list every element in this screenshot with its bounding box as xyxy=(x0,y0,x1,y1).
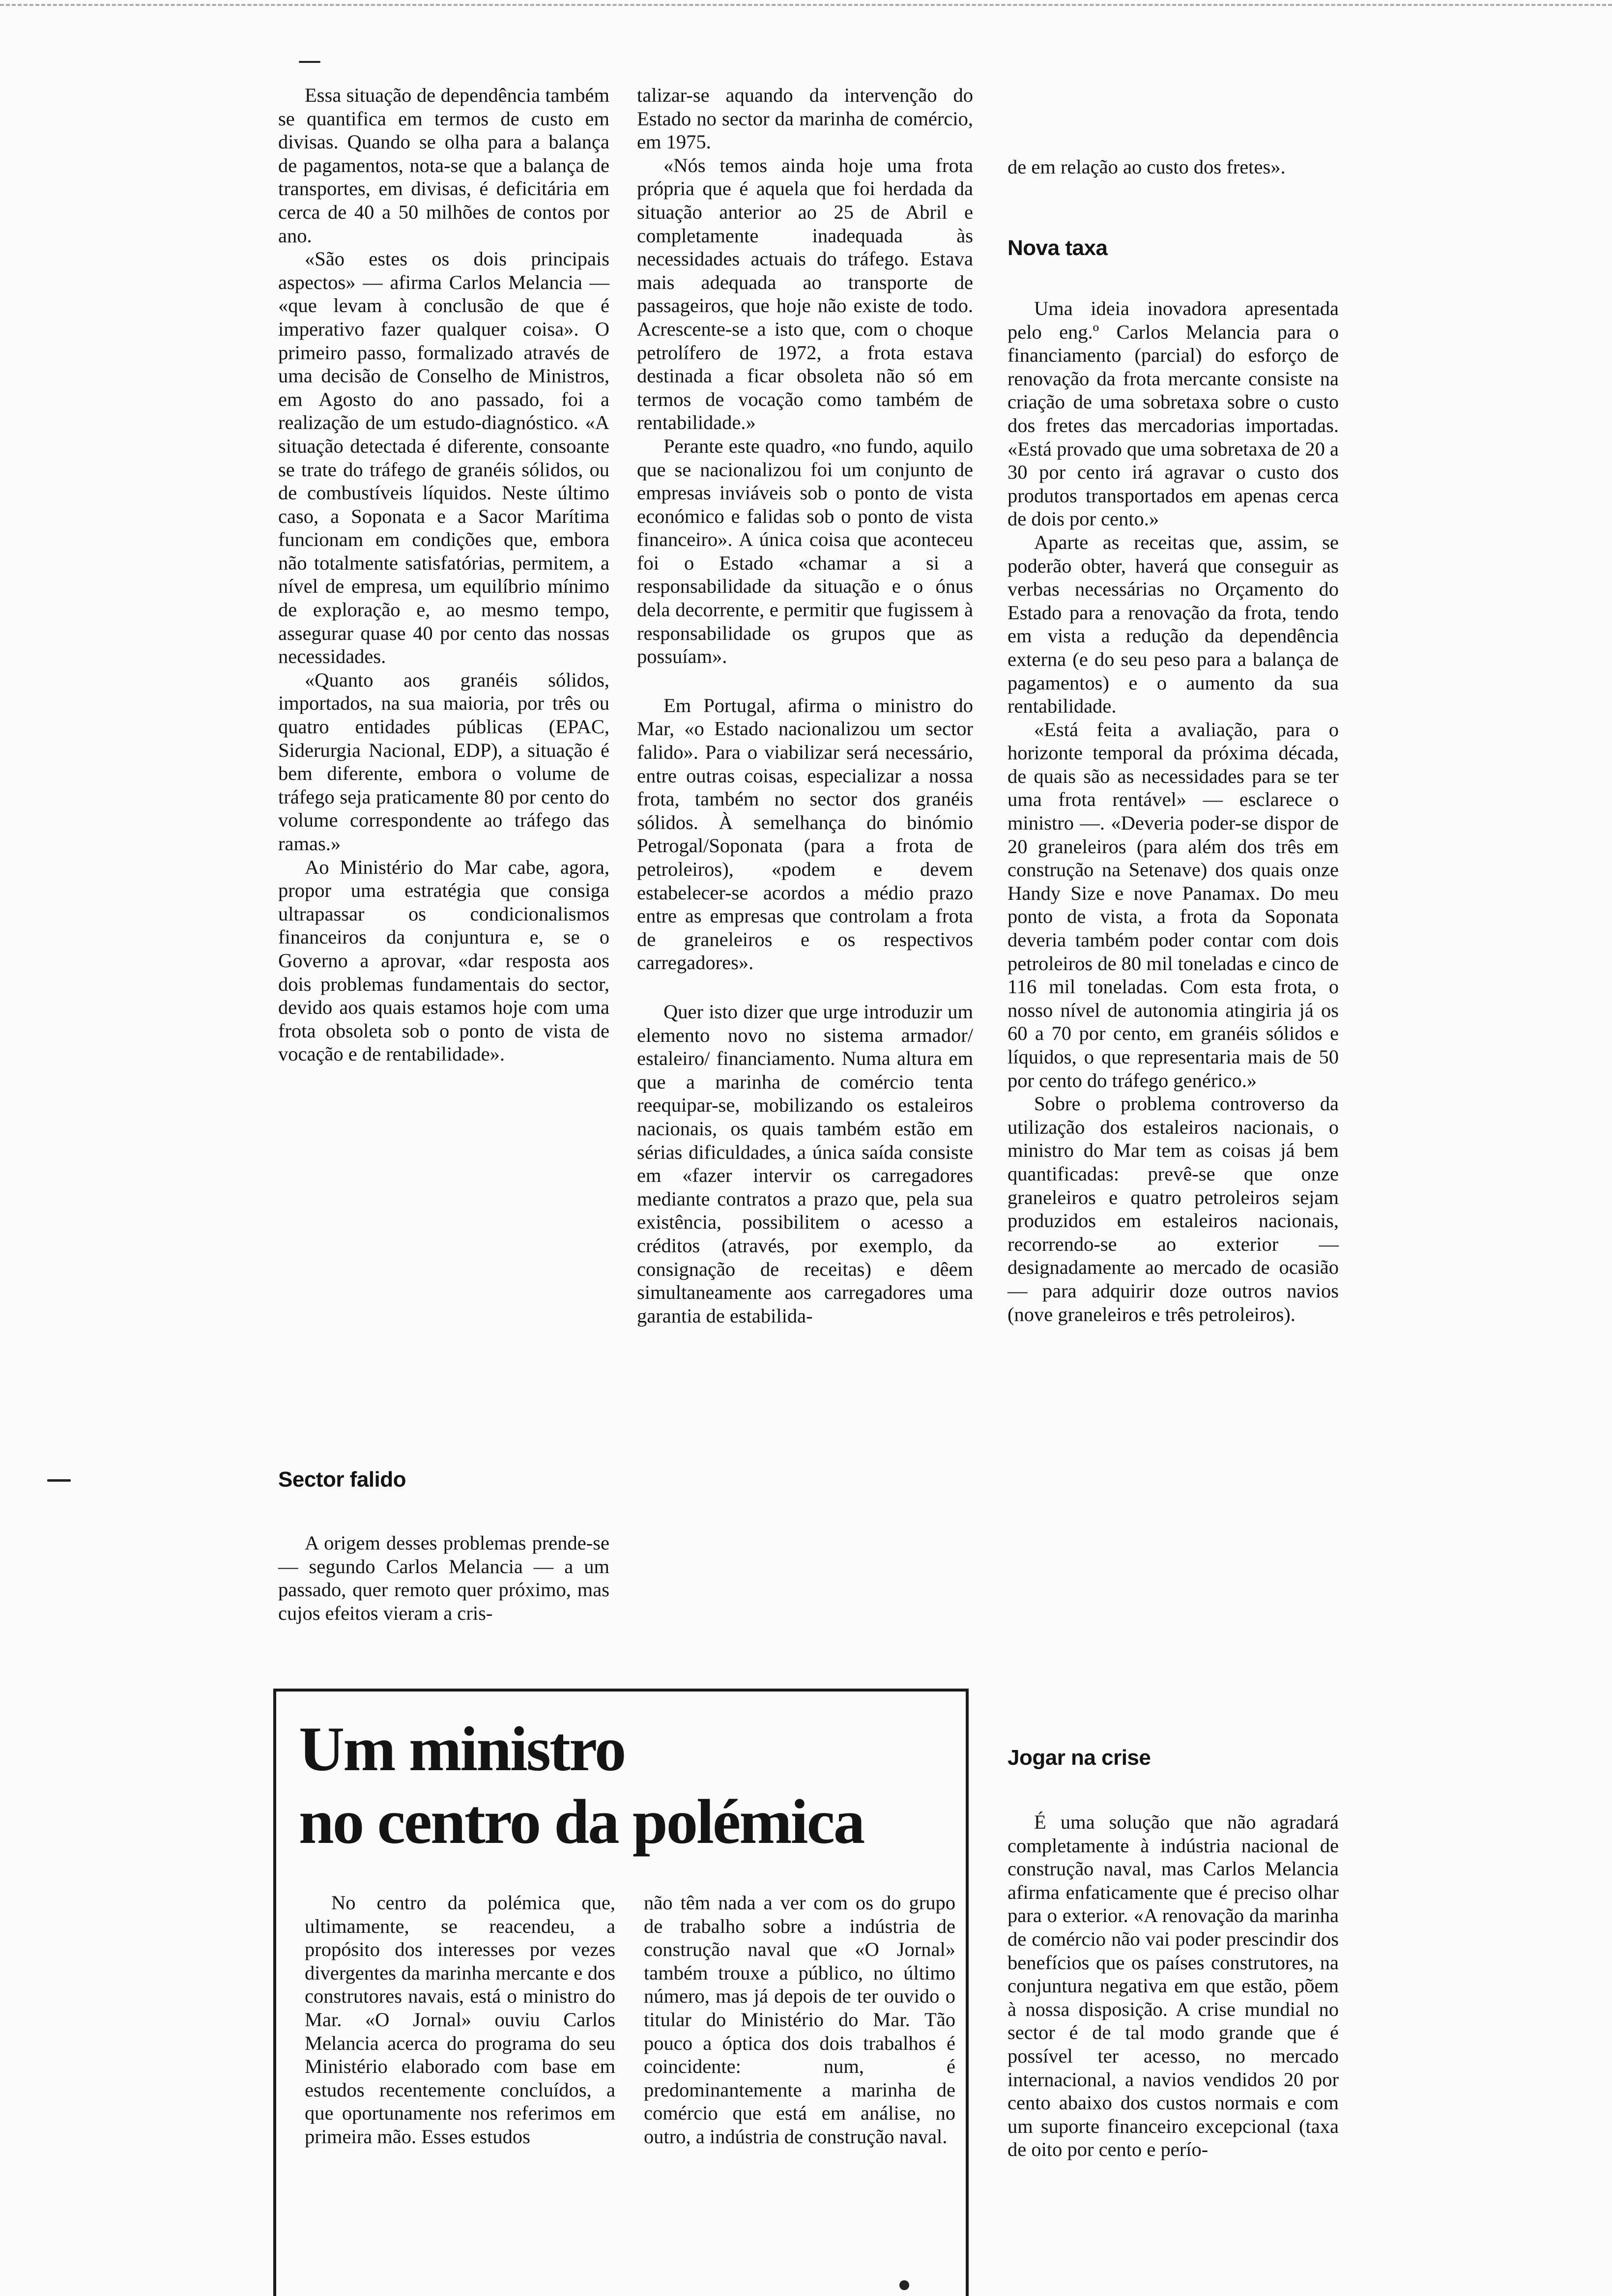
article-column-3-continued xyxy=(1008,297,1339,1326)
paragraph: No centro da polémica que, ultimamente, se reacendeu, a propósito dos interesses por vezes divergentes da marinha mercante e dos construtores navais, está o ministro do Mar. «O Jornal» ouviu Carlos Melancia acerca do programa do seu Ministério elaborado com base em estudos recentemente concluídos, a que oportunamente nos referimos em primeira mão. Esses estudos xyxy=(305,1892,615,2148)
paragraph: talizar-se aquando da intervenção do Estado no sector da marinha de comércio, em 1975. xyxy=(637,84,973,153)
paragraph: Uma ideia inovadora apresentada pelo eng.º Carlos Melancia para o financiamento (parcial) do esforço de renovação da frota mercante consiste na criação de uma sobretaxa sobre o custo dos fretes das mercadorias importadas. «Está provado que uma sobretaxa de 20 a 30 por cento irá agravar o custo dos produtos transportados em apenas cerca de dois por cento.» xyxy=(1008,297,1339,530)
paragraph: Ao Ministério do Mar cabe, agora, propor uma estratégia que consiga ultrapassar os condicionalismos financeiros da conjuntura e, se o Governo a aprovar, «dar resposta aos dois problemas fundamentais do sector, devido aos quais estamos hoje com uma frota obsoleta sob o ponto de vista de vocação e de rentabilidade». xyxy=(278,856,609,1065)
paragraph: Essa situação de dependência também se quantifica em termos de custo em divisas. Quando se olha para a balança de pagamentos, nota-se que a balança de transportes, em divisas, é deficitária em cerca de 40 a 50 milhões de contos por ano. xyxy=(278,84,609,247)
paragraph: «São estes os dois principais aspectos» — afirma Carlos Melancia — «que levam à conclusão de que é imperativo fazer qualquer coisa». O primeiro passo, formalizado através de uma decisão de Conselho de Ministros, em Agosto do ano passado, foi a realização de um estudo-diagnóstico. «A situação detectada é diferente, consoante se trate do tráfego de granéis sólidos, ou de combustíveis líquidos. Neste último caso, a Soponata e a Sacor Marítima funcionam em condições que, embora não totalmente satisfatórias, permitem, a nível de empresa, um equilíbrio mínimo de exploração e, ao mesmo tempo, assegurar quase 40 por cento das nossas necessidades. xyxy=(278,248,609,668)
scan-speck xyxy=(47,1479,71,1482)
article-column-3 xyxy=(1008,155,1339,179)
paragraph: não têm nada a ver com os do grupo de trabalho sobre a indústria de construção naval que «O Jornal» também trouxe a público, no último número, mas já depois de ter ouvido o titular do Ministério do Mar. Tão pouco a óptica dos dois trabalhos é coincidente: num, é predominantemente a marinha de comércio que está em análise, no outro, a indústria de construção naval. xyxy=(644,1892,955,2148)
sidebar-column-right xyxy=(644,1891,955,2149)
paragraph: Aparte as receitas que, assim, se poderão obter, haverá que conseguir as verbas necessárias no Orçamento do Estado para a renovação da frota, tendo em vista a redução da dependência externa (e do seu peso para a balança de pagamentos) e o aumento da sua rentabilidade. xyxy=(1008,531,1339,718)
section-heading-jogar-na-crise: Jogar na crise xyxy=(1008,1746,1151,1770)
paragraph: Quer isto dizer que urge introduzir um elemento novo no sistema armador/ estaleiro/ financiamento. Numa altura em que a marinha de comércio tenta reequipar-se, mobilizando os estaleiros nacionais, os quais também estão em sérias dificuldades, a única saída consiste em «fazer intervir os carregadores mediante contratos a prazo que, pela sua existência, possibilitem o acesso a créditos (através, por exemplo, da consignação de receitas) e dêem simultaneamente aos carregadores uma garantia de estabilida- xyxy=(637,1000,973,1327)
scan-speck xyxy=(299,61,320,63)
article-column-2 xyxy=(637,84,973,1327)
paragraph: «Está feita a avaliação, para o horizonte temporal da próxima década, de quais são as necessidades para se ter uma frota rentável» — esclarece o ministro —. «Deveria poder-se dispor de 20 graneleiros (para além dos três em construção na Setenave) dos quais onze Handy Size e nove Panamax. Do meu ponto de vista, a frota da Soponata deveria também poder contar com dois petroleiros de 80 mil toneladas e cinco de 116 mil toneladas. Com esta frota, o nosso nível de autonomia atingiria já os 60 a 70 por cento, em granéis sólidos e líquidos, o que representaria mais de 50 por cento do tráfego genérico.» xyxy=(1008,718,1339,1091)
paragraph: Perante este quadro, «no fundo, aquilo que se nacionalizou foi um conjunto de empresas inviáveis sob o ponto de vista económico e falidas sob o ponto de vista financeiro». A única coisa que aconteceu foi o Estado «chamar a si a responsabilidade da situação e o ónus dela decorrente, e permitir que fugissem à responsabilidade os grupos que as possuíam». xyxy=(637,434,973,668)
scan-speck xyxy=(899,2280,909,2290)
top-scan-edge xyxy=(0,4,1612,6)
article-column-1 xyxy=(278,84,609,1066)
paragraph: de em relação ao custo dos fretes». xyxy=(1008,156,1286,178)
sidebar-title-line-1: Um ministro xyxy=(299,1714,625,1784)
paragraph: Sobre o problema controverso da utilização dos estaleiros nacionais, o ministro do Mar tem as coisas já bem quantificadas: prevê-se que onze graneleiros e quatro petroleiros sejam produzidos em estaleiros nacionais, recorrendo-se ao exterior — designadamente ao mercado de ocasião — para adquirir doze outros navios (nove graneleiros e três petroleiros). xyxy=(1008,1092,1339,1325)
paragraph: «Nós temos ainda hoje uma frota própria que é aquela que foi herdada da situação anterior ao 25 de Abril e completamente inadequada às necessidades actuais do tráfego. Estava mais adequada ao transporte de passageiros, que hoje não existe de todo. Acrescente-se a isto que, com o choque petrolífero de 1972, a frota estava destinada a ficar obsoleta não só em termos de vocação como também de rentabilidade.» xyxy=(637,154,973,434)
section-heading-sector-falido: Sector falido xyxy=(278,1467,406,1492)
article-column-1-continued xyxy=(278,1531,609,1625)
paragraph: «Quanto aos granéis sólidos, importados, na sua maioria, por três ou quatro entidades públicas (EPAC, Siderurgia Nacional, EDP), a situação é bem diferente, embora o volume de tráfego seja praticamente 80 por cento do volume correspondente ao tráfego das ramas.» xyxy=(278,668,609,855)
article-column-3-final xyxy=(1008,1810,1339,2161)
paragraph: É uma solução que não agradará completamente à indústria nacional de construção naval, mas Carlos Melancia afirma enfaticamente que é preciso olhar para o exterior. «A renovação da marinha de comércio não vai poder prescindir dos benefícios que os países construtores, na conjuntura negativa em que estão, põem à nossa disposição. A crise mundial no sector é de tal modo grande que é possível ter acesso, no mercado internacional, a navios vendidos 20 por cento abaixo dos custos normais e com um suporte financeiro excepcional (taxa de oito por cento e perío- xyxy=(1008,1811,1339,2161)
sidebar-title-line-2: no centro da polémica xyxy=(299,1786,864,1857)
paragraph: Em Portugal, afirma o ministro do Mar, «o Estado nacionalizou um sector falido». Para o viabilizar será necessário, entre outras coisas, especializar a nossa frota, também no sector dos granéis sólidos. À semelhança do binómio Petrogal/Soponata (para a frota de petroleiros), «podem e devem estabelecer-se acordos a médio prazo entre as empresas que controlam a frota de graneleiros e os respectivos carregadores». xyxy=(637,694,973,974)
section-heading-nova-taxa: Nova taxa xyxy=(1008,236,1108,260)
sidebar-column-left xyxy=(305,1891,615,2149)
paragraph: A origem desses problemas prende-se — segundo Carlos Melancia — a um passado, quer remoto quer próximo, mas cujos efeitos vieram a cris- xyxy=(278,1532,609,1624)
